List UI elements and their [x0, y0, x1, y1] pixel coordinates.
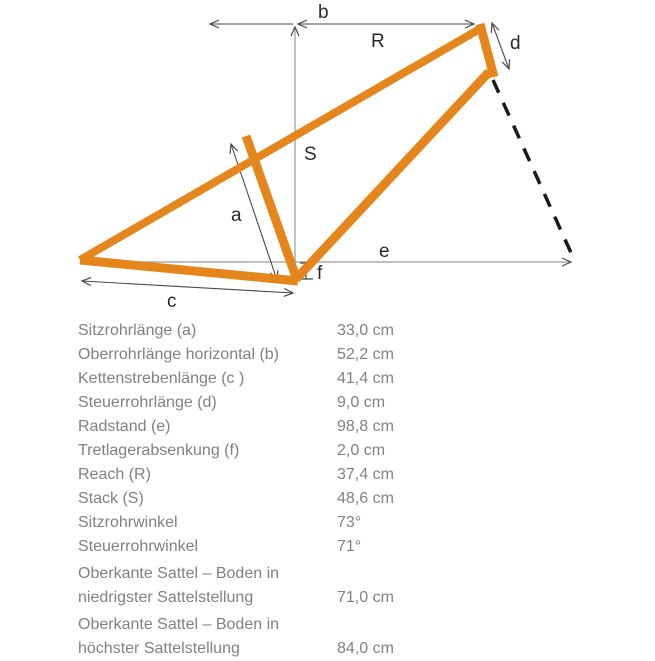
geometry-value: 73° [337, 514, 362, 531]
geometry-value: 37,4 cm [337, 466, 394, 483]
geometry-value: 9,0 cm [337, 394, 386, 411]
geometry-value: 98,8 cm [337, 418, 394, 435]
geometry-label: Sitzrohrlänge (a) [78, 322, 197, 339]
table-row [78, 511, 548, 535]
label-reach: R [371, 31, 385, 52]
geometry-table [78, 319, 548, 661]
table-row [78, 487, 548, 511]
dim-c-chainstay-line [82, 281, 293, 293]
table-row [78, 415, 548, 439]
frame-geometry-diagram [0, 0, 655, 320]
geometry-label: Steuerrohrwinkel [78, 538, 199, 555]
table-row [78, 319, 548, 343]
table-row [78, 343, 548, 367]
geometry-label: Oberkante Sattel – Boden in niedrigster Sattelstellung [78, 565, 280, 606]
table-row [78, 535, 548, 559]
geometry-value: 71,0 cm [337, 589, 394, 606]
geometry-label: Kettenstrebenlänge (c ) [78, 370, 245, 387]
geometry-value: 41,4 cm [337, 370, 394, 387]
geometry-value: 84,0 cm [337, 640, 394, 657]
fork-dashed-line [493, 80, 572, 255]
geometry-label: Oberkante Sattel – Boden in höchster Sattelstellung [78, 616, 280, 657]
geometry-value: 71° [337, 538, 362, 555]
geometry-label: Reach (R) [78, 466, 151, 483]
table-row [78, 562, 548, 610]
geometry-value: 33,0 cm [337, 322, 394, 339]
table-row [78, 439, 548, 463]
label-f: f [317, 263, 323, 284]
geometry-value: 52,2 cm [337, 346, 394, 363]
table-row [78, 613, 548, 661]
geometry-label: Sitzrohrwinkel [78, 514, 178, 531]
down-tube-line [296, 72, 489, 279]
table-row [78, 463, 548, 487]
label-a: a [231, 205, 242, 226]
geometry-label: Oberrohrlänge horizontal (b) [78, 346, 279, 363]
label-d: d [510, 33, 521, 54]
geometry-value: 48,6 cm [337, 490, 394, 507]
table-row [78, 367, 548, 391]
chainstay-line [80, 260, 298, 281]
label-c: c [167, 291, 177, 312]
label-e: e [379, 241, 390, 262]
geometry-label: Radstand (e) [78, 418, 171, 435]
head-tube-line [480, 24, 494, 77]
table-row [78, 391, 548, 415]
geometry-label: Tretlagerabsenkung (f) [78, 442, 240, 459]
geometry-label: Steuerrohrlänge (d) [78, 394, 217, 411]
label-stack: S [304, 144, 317, 165]
geometry-label: Stack (S) [78, 490, 144, 507]
geometry-value: 2,0 cm [337, 442, 386, 459]
label-b: b [318, 2, 329, 23]
seat-tube-line [246, 136, 297, 280]
